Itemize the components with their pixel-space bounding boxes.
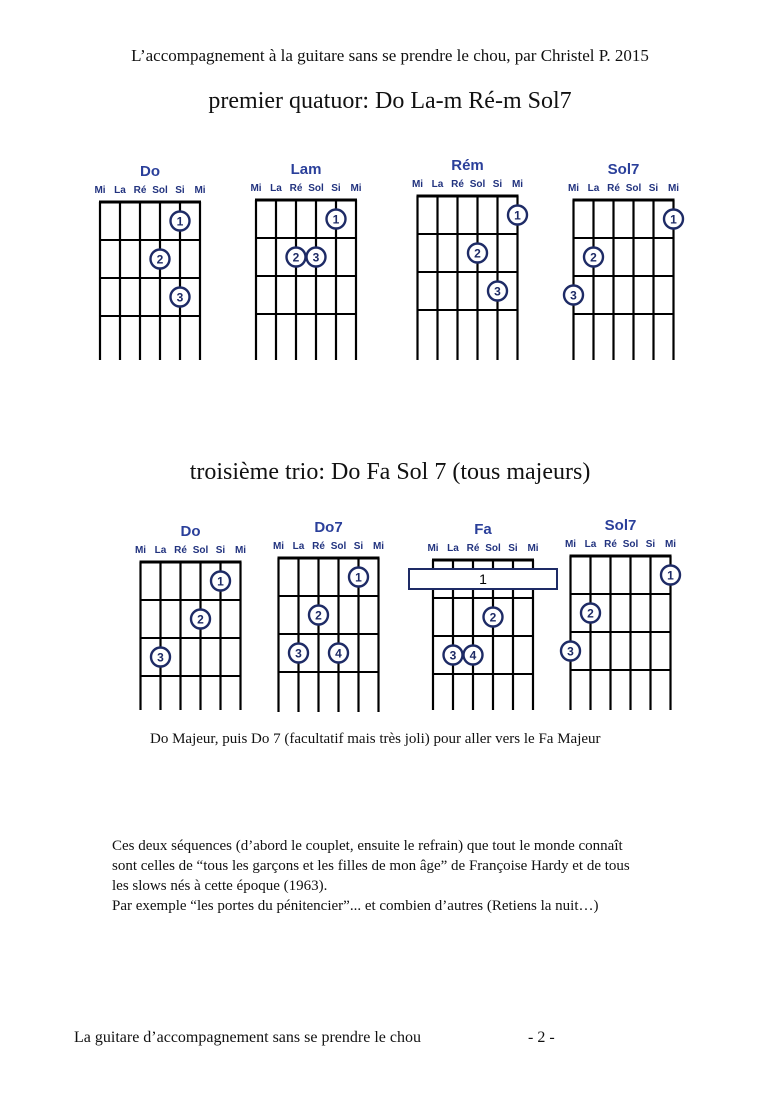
string-label: Mi — [564, 539, 577, 550]
string-label: Si — [215, 545, 226, 556]
string-label: Mi — [94, 185, 106, 196]
string-label: Ré — [466, 543, 480, 554]
string-label: Mi — [527, 543, 539, 554]
string-label: Mi — [134, 545, 147, 556]
finger-number: 1 — [670, 212, 677, 227]
body-paragraph — [112, 836, 630, 916]
chord-name: Sol7 — [604, 517, 637, 534]
finger-number: 2 — [587, 606, 594, 621]
chord-diagram-fa — [408, 516, 558, 718]
chord-diagram-do — [90, 158, 210, 368]
string-label: La — [431, 179, 444, 190]
string-label: Sol — [308, 183, 324, 194]
string-label: Si — [175, 185, 185, 196]
string-label: Mi — [567, 183, 580, 194]
finger-number: 2 — [489, 610, 497, 625]
finger-number: 3 — [570, 288, 577, 303]
string-label: Sol — [485, 543, 501, 554]
string-label: Mi — [427, 543, 439, 554]
finger-number: 1 — [355, 570, 362, 585]
chord-diagram-sol7-2 — [553, 512, 688, 718]
chord-diagram-do7 — [266, 514, 391, 720]
finger-number: 3 — [176, 290, 184, 305]
chord-diagram-do-2 — [128, 518, 253, 718]
finger-number: 3 — [567, 644, 574, 659]
string-label: La — [154, 545, 167, 556]
string-label: La — [584, 539, 597, 550]
string-label: Sol — [152, 185, 168, 196]
barre-label: 1 — [479, 571, 487, 587]
paragraph-line: sont celles de “tous les garçons et les filles de mon âge” de Françoise Hardy et de tous — [112, 858, 630, 874]
string-label: Mi — [667, 183, 680, 194]
string-label: Ré — [312, 541, 325, 552]
finger-number: 4 — [335, 646, 342, 661]
string-label: Sol — [625, 183, 642, 194]
chord-diagram-rem — [405, 152, 530, 368]
string-label: Sol — [330, 541, 347, 552]
string-label: Ré — [451, 179, 464, 190]
string-label: Mi — [372, 541, 385, 552]
string-label: Si — [508, 543, 518, 554]
footer-title: La guitare d’accompagnement sans se prendre le chou — [74, 1029, 421, 1046]
finger-number: 1 — [514, 208, 521, 223]
finger-number: 2 — [156, 252, 164, 267]
finger-number: 2 — [292, 250, 300, 265]
string-label: Ré — [289, 183, 303, 194]
string-label: Mi — [194, 185, 206, 196]
section2-title: troisième trio: Do Fa Sol 7 (tous majeurs) — [189, 459, 591, 485]
finger-number: 2 — [590, 250, 597, 265]
string-label: Sol — [469, 179, 486, 190]
string-label: Mi — [350, 183, 362, 194]
string-label: Si — [331, 183, 341, 194]
footer-page-number: - 2 - — [528, 1029, 555, 1046]
chord-diagram-lam — [246, 156, 366, 368]
string-label: Ré — [604, 539, 617, 550]
finger-number: 2 — [315, 608, 322, 623]
string-label: Ré — [607, 183, 620, 194]
finger-number: 3 — [494, 284, 501, 299]
section1-title: premier quatuor: Do La-m Ré-m Sol7 — [208, 88, 572, 114]
chord-name: Do — [180, 523, 201, 540]
chord-name: Rém — [451, 157, 484, 174]
string-label: Si — [353, 541, 364, 552]
finger-number: 2 — [474, 246, 481, 261]
string-label: La — [114, 185, 126, 196]
chord-diagram-sol7 — [556, 156, 691, 368]
finger-number: 2 — [197, 612, 204, 627]
string-label: Mi — [511, 179, 524, 190]
finger-number: 1 — [667, 568, 674, 583]
string-label: Mi — [272, 541, 285, 552]
paragraph-line: Ces deux séquences (d’abord le couplet, ensuite le refrain) que tout le monde connaît — [112, 838, 623, 854]
string-label: La — [292, 541, 305, 552]
string-label: Si — [492, 179, 503, 190]
string-label: Sol — [622, 539, 639, 550]
string-label: Mi — [250, 183, 262, 194]
string-label: Mi — [411, 179, 424, 190]
page-header: L’accompagnement à la guitare sans se prendre le chou, par Christel P. 2015 — [131, 46, 649, 65]
diagram-caption: Do Majeur, puis Do 7 (facultatif mais très joli) pour aller vers le Fa Majeur — [150, 731, 601, 747]
string-label: Ré — [133, 185, 147, 196]
chord-name: Lam — [290, 161, 322, 178]
paragraph-line: les slows nés à cette époque (1963). — [112, 878, 328, 894]
finger-number: 3 — [157, 650, 164, 665]
string-label: Ré — [174, 545, 187, 556]
chord-name: Fa — [474, 521, 492, 538]
finger-number: 3 — [312, 250, 320, 265]
finger-number: 4 — [469, 648, 477, 663]
finger-number: 1 — [217, 574, 224, 589]
string-label: Si — [645, 539, 656, 550]
paragraph-line: Par exemple “les portes du pénitencier”... et combien d’autres (Retiens la nuit…) — [112, 898, 599, 914]
chord-name: Do — [140, 163, 160, 180]
string-label: La — [447, 543, 459, 554]
string-label: La — [587, 183, 600, 194]
finger-number: 3 — [449, 648, 457, 663]
finger-number: 3 — [295, 646, 302, 661]
chord-name: Sol7 — [607, 161, 640, 178]
string-label: Si — [648, 183, 659, 194]
finger-number: 1 — [176, 214, 184, 229]
string-label: Mi — [664, 539, 677, 550]
chord-name: Do7 — [314, 519, 343, 536]
string-label: Mi — [234, 545, 247, 556]
finger-number: 1 — [332, 212, 340, 227]
string-label: Sol — [192, 545, 209, 556]
string-label: La — [270, 183, 282, 194]
